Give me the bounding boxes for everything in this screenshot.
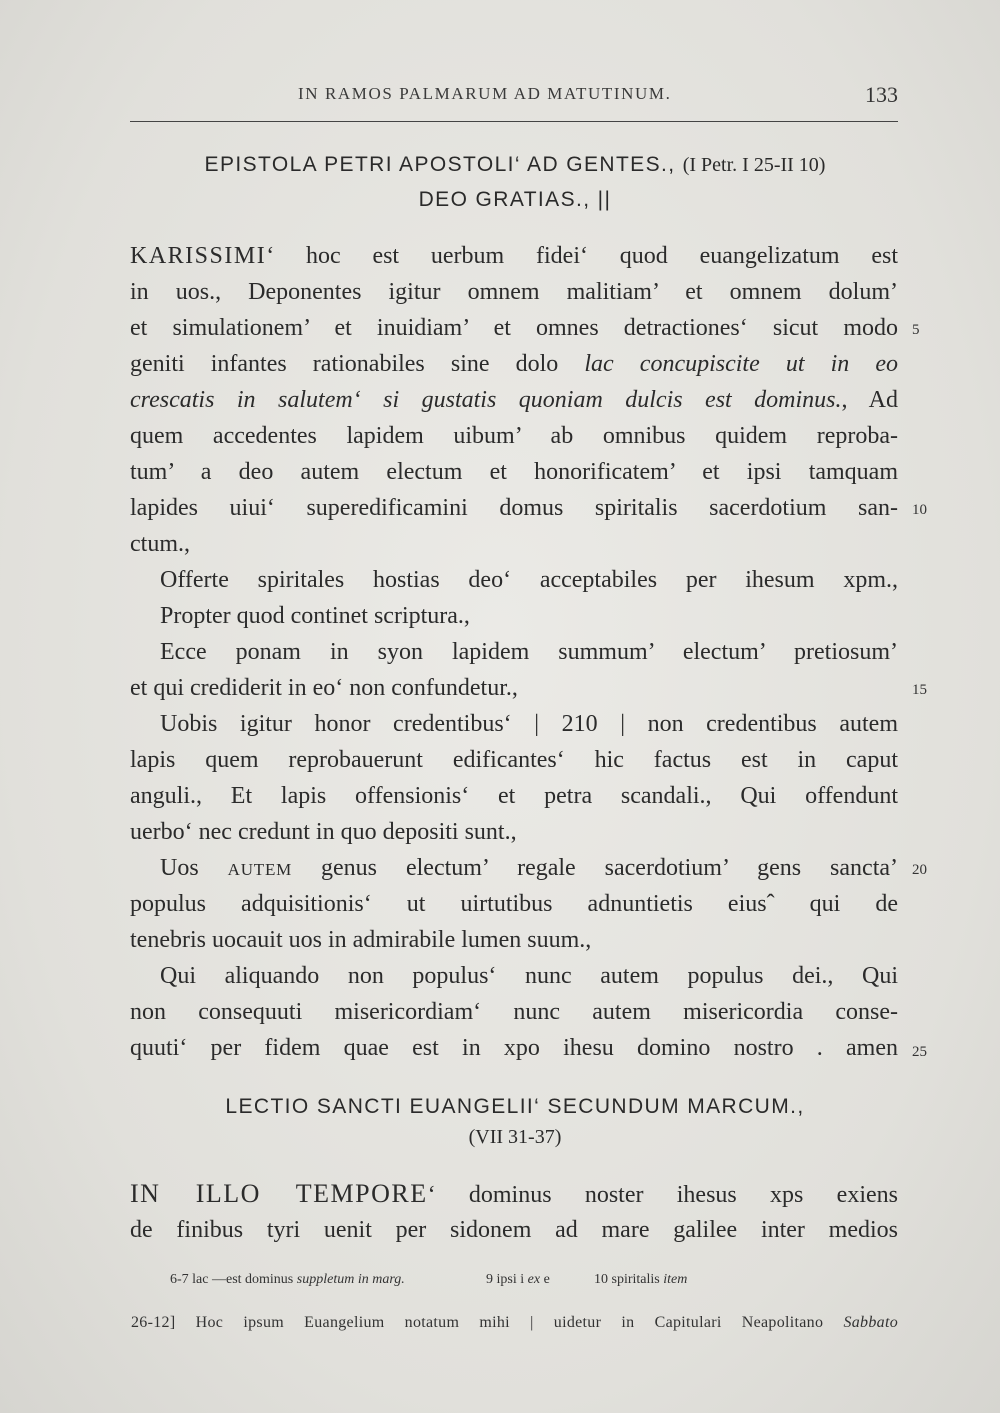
epistle-title: EPISTOLA PETRI APOSTOLI‘ AD GENTES., bbox=[204, 153, 676, 176]
text-line: et qui crediderit in eo‘ non confundetur., bbox=[130, 675, 518, 701]
text-line: lapides uiui‘ superedificamini domus spiritalis sacerdotium san- bbox=[130, 495, 898, 521]
footnote: 6-7 lac —est dominus suppletum in marg. bbox=[170, 1272, 405, 1287]
gospel-heading: LECTIO SANCTI EUANGELII‘ SECUNDUM MARCUM., bbox=[225, 1095, 805, 1118]
running-head bbox=[130, 82, 900, 112]
line-number: 20 bbox=[912, 862, 927, 878]
footnote: 9 ipsi i ex e bbox=[486, 1272, 550, 1287]
line-number: 5 bbox=[912, 322, 920, 338]
epistle-reference: (I Petr. I 25-II 10) bbox=[682, 154, 826, 176]
text-line: Propter quod continet scriptura., bbox=[160, 603, 470, 629]
text-line: populus adquisitionis‘ ut uirtutibus adnuntietis eiusˆ qui de bbox=[130, 891, 898, 917]
text-line: geniti infantes rationabiles sine dolo lac concupiscite ut in eo bbox=[130, 351, 898, 377]
text-line: Ecce ponam in syon lapidem summum’ electum’ pretiosum’ bbox=[160, 639, 898, 665]
text-line: KARISSIMI‘ hoc est uerbum fidei‘ quod euangelizatum est bbox=[130, 243, 898, 269]
text-line: quuti‘ per fidem quae est in xpo ihesu domino nostro . amen bbox=[130, 1035, 898, 1061]
text-line: Qui aliquando non populus‘ nunc autem populus dei., Qui bbox=[160, 963, 898, 989]
epistle-subtitle: DEO GRATIAS., || bbox=[418, 188, 612, 211]
line-number: 10 bbox=[912, 502, 927, 518]
header-rule bbox=[130, 121, 898, 122]
text-line: Uobis igitur honor credentibus‘ | 210 | non credentibus autem bbox=[160, 711, 898, 737]
epistle-heading bbox=[130, 153, 900, 177]
line-number: 15 bbox=[912, 682, 927, 698]
line-number: 25 bbox=[912, 1044, 927, 1060]
text-line: tum’ a deo autem electum et honorificatem’ et ipsi tamquam bbox=[130, 459, 898, 485]
gospel-reference: (VII 31-37) bbox=[468, 1126, 562, 1148]
text-line: IN ILLO TEMPORE‘ dominus noster ihesus xps exiens bbox=[130, 1179, 898, 1208]
text-line: et simulationem’ et inuidiam’ et omnes detractiones‘ sicut modo bbox=[130, 315, 898, 341]
footnote: 10 spiritalis item bbox=[594, 1272, 688, 1287]
text-line: non consequuti misericordiam‘ nunc autem misericordia conse- bbox=[130, 999, 898, 1025]
text-line: Offerte spiritales hostias deo‘ acceptabiles per ihesum xpm., bbox=[160, 567, 898, 593]
text-line: quem accedentes lapidem uibum’ ab omnibus quidem reproba- bbox=[130, 423, 898, 449]
text-line: ctum., bbox=[130, 531, 190, 557]
text-line: crescatis in salutem‘ si gustatis quoniam dulcis est dominus., Ad bbox=[130, 387, 898, 413]
text-line: de finibus tyri uenit per sidonem ad mare galilee inter medios bbox=[130, 1217, 898, 1243]
text-line: uerbo‘ nec credunt in quo depositi sunt., bbox=[130, 819, 517, 845]
text-line: anguli., Et lapis offensionis‘ et petra scandali., Qui offendunt bbox=[130, 783, 898, 809]
running-title: IN RAMOS PALMARUM AD MATUTINUM. bbox=[298, 84, 672, 103]
text-line: in uos., Deponentes igitur omnem malitiam’ et omnem dolum’ bbox=[130, 279, 898, 305]
footnote: 26-12] Hoc ipsum Euangelium notatum mihi | uidetur in Capitulari Neapolitano Sabbato bbox=[131, 1314, 898, 1331]
text-line: Uos AUTEM genus electum’ regale sacerdotium’ gens sancta’ bbox=[160, 855, 899, 881]
text-line: tenebris uocauit uos in admirabile lumen suum., bbox=[130, 927, 592, 953]
page-number: 133 bbox=[865, 82, 898, 107]
text-line: lapis quem reprobauerunt edificantes‘ hic factus est in caput bbox=[130, 747, 898, 773]
